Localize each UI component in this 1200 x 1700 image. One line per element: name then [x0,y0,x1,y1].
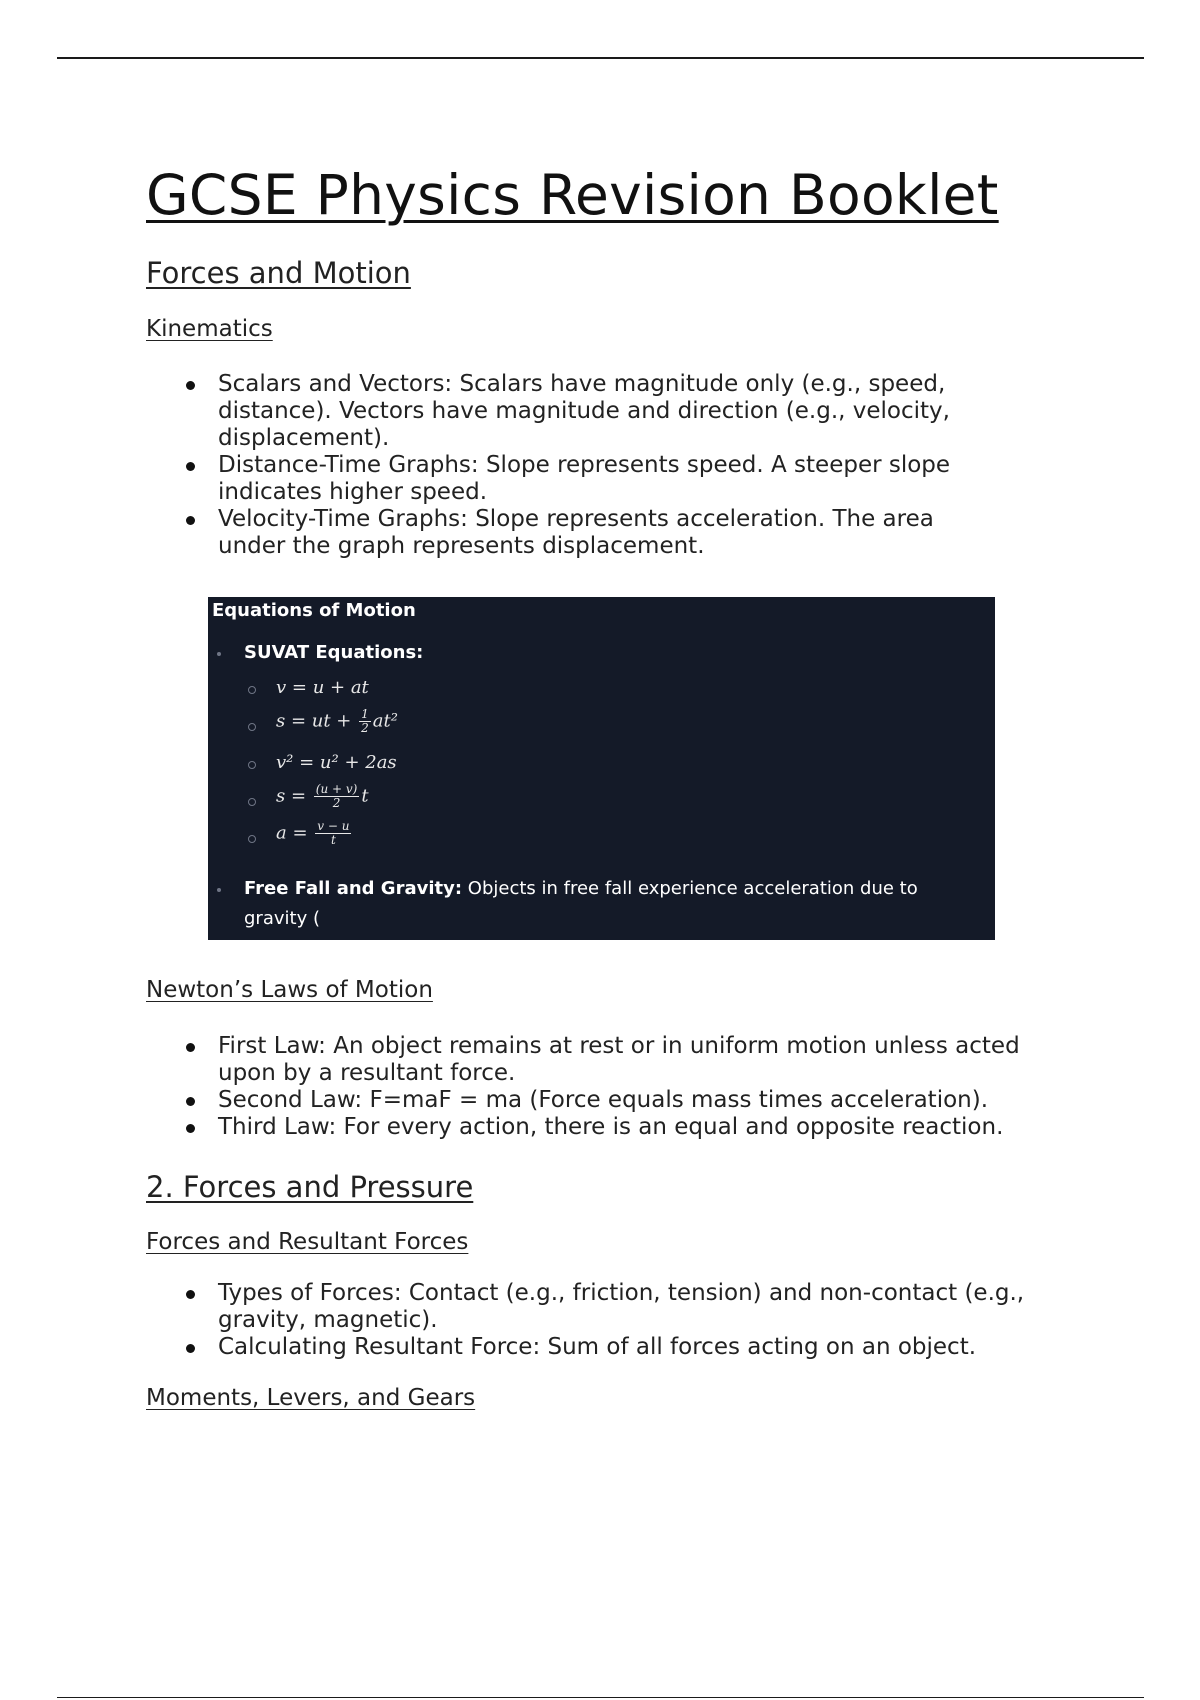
suvat-label: SUVAT Equations: [244,642,424,663]
top-rule [57,57,1144,59]
list-item: Calculating Resultant Force: Sum of all forces acting on an object. [146,1334,1098,1361]
bullet-ring [248,723,256,731]
subheading-resultant-forces: Forces and Resultant Forces [146,1229,469,1255]
bullet-dot [186,1124,195,1133]
bullet-dot [186,516,195,525]
bullet-dot [217,888,221,892]
equation-2: s = ut + $\frac{1}{2}$ at² [276,707,398,735]
bullet-ring [248,798,256,806]
bullet-dot [186,381,195,390]
equation-5: a = $\frac{v - u}{t}$ [276,819,350,847]
list-item: Distance-Time Graphs: Slope represents speed. A steeper slope indicates higher speed. [146,452,988,506]
fraction: $\frac{(u + v)}{2}$ [315,782,358,810]
newton-list [146,1033,1096,1141]
subheading-newtons-laws: Newton’s Laws of Motion [146,977,433,1003]
document-body [146,160,1106,1411]
bottom-rule [57,1697,1144,1698]
subheading-kinematics: Kinematics [146,316,273,342]
bullet-dot [186,1097,195,1106]
equation-3: v² = u² + 2as [276,752,397,773]
subheading-moments-levers-gears: Moments, Levers, and Gears [146,1385,476,1411]
equations-of-motion-panel [208,597,995,959]
list-item: Velocity-Time Graphs: Slope represents acceleration. The area under the graph represents displacement. [146,506,988,560]
equation-1: v = u + at [276,677,369,698]
bullet-dot [186,1290,195,1299]
bullet-dot [186,462,195,471]
equation-4: s = $\frac{(u + v)}{2}$ t [276,782,369,810]
bullet-dot [217,652,221,656]
section-heading-forces-motion: Forces and Motion [146,256,411,290]
list-item: Scalars and Vectors: Scalars have magnitude only (e.g., speed, distance). Vectors have magnitude and direction (e.g., velocity, displacement). [146,371,988,452]
bullet-dot [186,1043,195,1052]
panel-title: Equations of Motion [212,600,416,621]
bullet-ring [248,835,256,843]
list-item: Types of Forces: Contact (e.g., friction, tension) and non-contact (e.g., gravity, magnetic). [146,1280,1098,1334]
free-fall-text: Free Fall and Gravity: Objects in free fall experience acceleration due to gravity ( g = 9.8 m/s²). [244,878,918,959]
resultant-list [146,1280,1096,1361]
document-title: GCSE Physics Revision Booklet [146,163,999,227]
kinematics-list [146,371,1096,560]
bullet-ring [248,686,256,694]
fraction: $\frac{1}{2}$ [361,707,369,735]
list-item: Third Law: For every action, there is an equal and opposite reaction. [146,1114,1118,1141]
list-item: Second Law: F=maF = ma (Force equals mass times acceleration). [146,1087,1098,1114]
list-item: First Law: An object remains at rest or in uniform motion unless acted upon by a resultant force. [146,1033,1058,1087]
bullet-ring [248,761,256,769]
fraction: $\frac{v - u}{t}$ [317,819,350,847]
section-heading-forces-pressure: 2. Forces and Pressure [146,1170,474,1204]
bullet-dot [186,1344,195,1353]
